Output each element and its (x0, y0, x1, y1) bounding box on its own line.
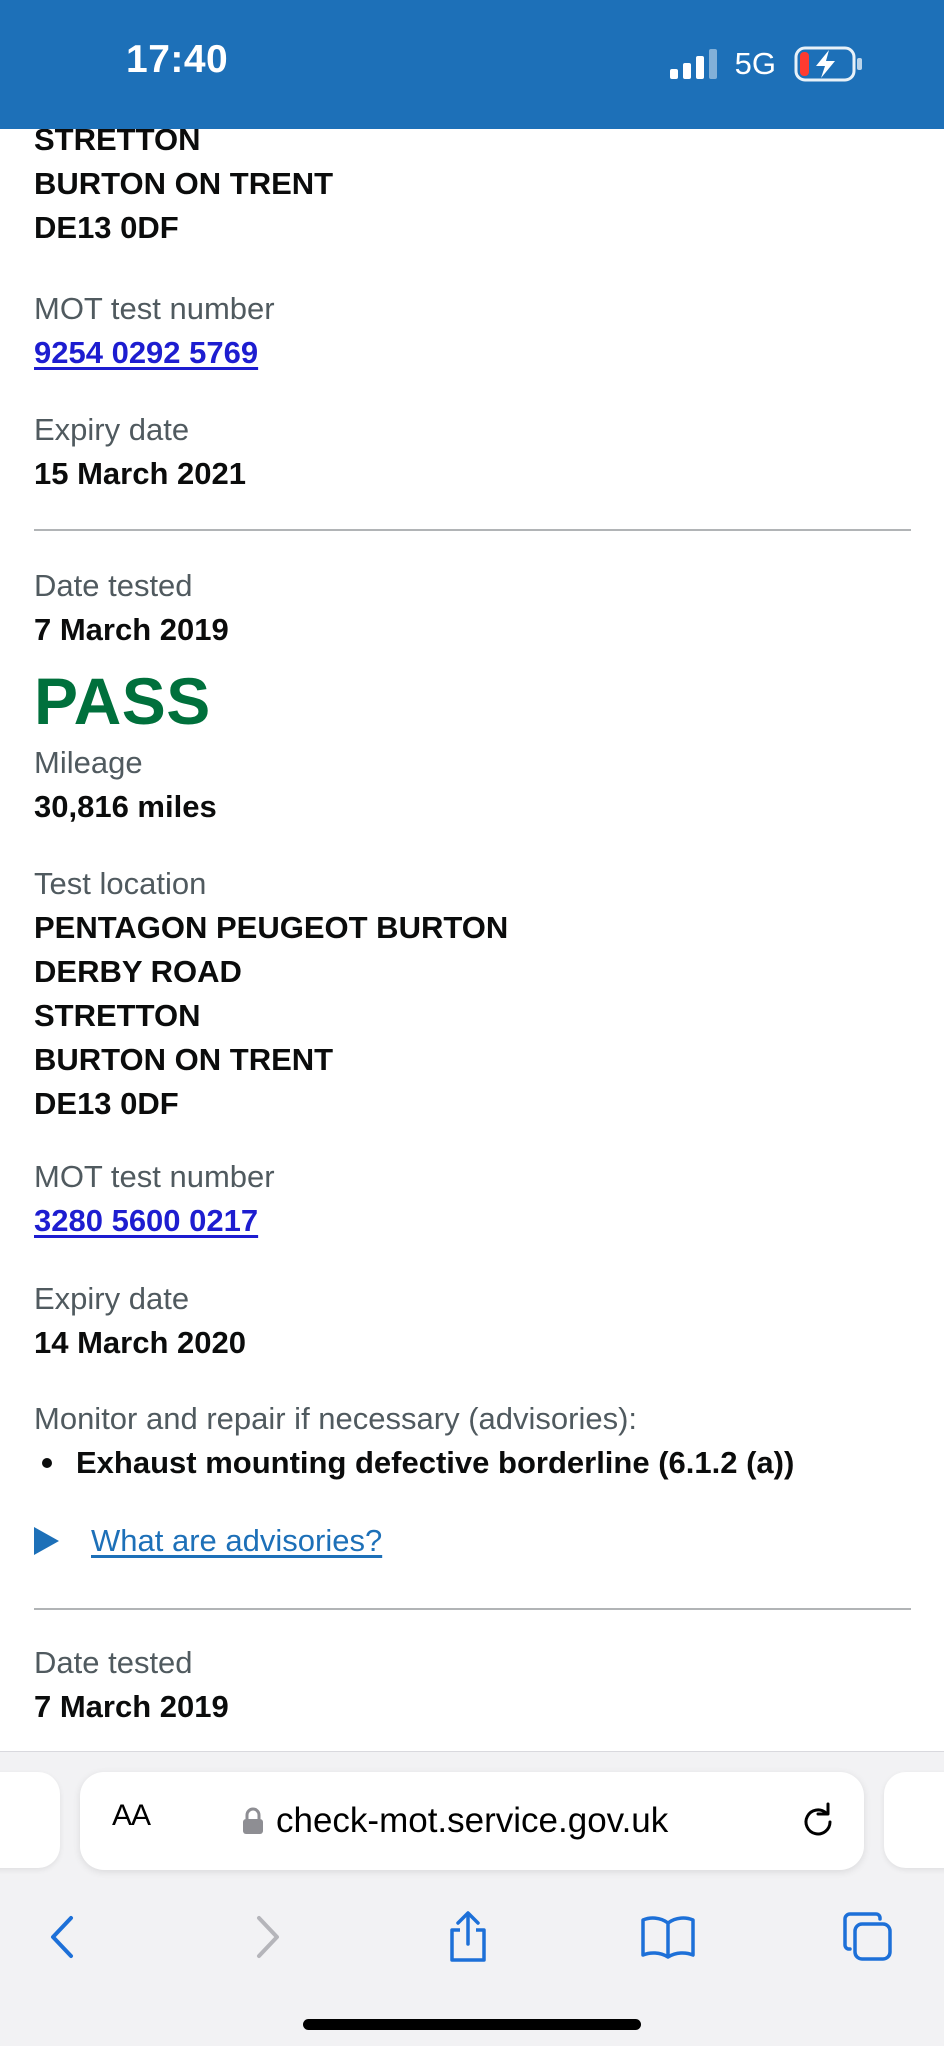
mot-test-number-label: MOT test number (34, 1159, 275, 1194)
test-location-address-partial (34, 129, 912, 250)
test-location-label: Test location (34, 866, 207, 901)
expiry-date-value: 15 March 2021 (34, 456, 246, 491)
expiry-date-section (34, 408, 912, 496)
details-summary[interactable] (34, 1519, 912, 1563)
record-divider (34, 529, 911, 531)
date-tested-section (34, 1641, 912, 1729)
address-line: STRETTON (34, 998, 201, 1033)
mot-test-number-section (34, 1155, 912, 1243)
advisories-label: Monitor and repair if necessary (advisories): (34, 1401, 638, 1436)
mileage-label: Mileage (34, 745, 143, 780)
previous-tab-preview[interactable] (0, 1772, 60, 1868)
expiry-date-label: Expiry date (34, 412, 190, 447)
address-line: DE13 0DF (34, 1086, 179, 1121)
forward-icon[interactable] (253, 1914, 283, 1960)
next-tab-preview[interactable] (884, 1772, 944, 1868)
battery-charging-icon (794, 46, 864, 82)
address-bar[interactable] (80, 1772, 864, 1870)
text-size-button[interactable] (112, 1799, 150, 1833)
url-text: check-mot.service.gov.uk (276, 1801, 669, 1840)
record-divider (34, 1608, 911, 1610)
lock-icon (242, 1807, 264, 1835)
address-line: BURTON ON TRENT (34, 1042, 334, 1077)
address-line: BURTON ON TRENT (34, 166, 334, 201)
back-icon[interactable] (47, 1914, 77, 1960)
triangle-right-icon[interactable] (34, 1527, 59, 1555)
url-display[interactable] (242, 1794, 668, 1848)
mot-test-number-link[interactable]: 9254 0292 5769 (34, 335, 259, 370)
back-button[interactable] (22, 1897, 102, 1977)
test-result-pass: PASS (34, 664, 211, 738)
tabs-icon[interactable] (842, 1911, 894, 1963)
address-line: DE13 0DF (34, 210, 179, 245)
mot-history-content (34, 129, 912, 1751)
mot-test-number-link[interactable]: 3280 5600 0217 (34, 1203, 259, 1238)
expiry-date-label: Expiry date (34, 1281, 190, 1316)
address-line: DERBY ROAD (34, 954, 242, 989)
browser-nav-row (0, 1897, 944, 1977)
status-bar (0, 0, 944, 129)
mileage-section (34, 741, 912, 829)
share-icon[interactable] (446, 1910, 490, 1964)
expiry-date-section (34, 1277, 912, 1365)
status-indicators (670, 46, 864, 82)
home-indicator[interactable] (303, 2019, 641, 2030)
date-tested-section (34, 564, 912, 652)
date-tested-value: 7 March 2019 (34, 1689, 229, 1724)
test-location-section (34, 862, 912, 1126)
mileage-value: 30,816 miles (34, 789, 217, 824)
address-line: STRETTON (34, 129, 201, 157)
network-type: 5G (734, 46, 776, 81)
status-time: 17:40 (126, 38, 229, 81)
mot-test-number-section (34, 287, 912, 375)
date-tested-value: 7 March 2019 (34, 612, 229, 647)
address-line: PENTAGON PEUGEOT BURTON (34, 910, 509, 945)
signal-icon (670, 49, 717, 79)
advisory-item (34, 1441, 912, 1485)
text-size-label: AA (112, 1799, 151, 1832)
tabs-button[interactable] (828, 1897, 908, 1977)
test-result (34, 664, 912, 738)
bookmarks-icon[interactable] (640, 1915, 696, 1959)
date-tested-label: Date tested (34, 568, 193, 603)
date-tested-label: Date tested (34, 1645, 193, 1680)
what-are-advisories-link[interactable]: What are advisories? (91, 1523, 383, 1558)
advisory-text: Exhaust mounting defective borderline (6.1.2 (a)) (76, 1445, 795, 1480)
browser-toolbar (0, 1751, 944, 2046)
bookmarks-button[interactable] (628, 1897, 708, 1977)
mot-test-number-label: MOT test number (34, 291, 275, 326)
advisories-section (34, 1397, 912, 1485)
share-button[interactable] (428, 1897, 508, 1977)
bullet-icon (42, 1458, 52, 1468)
advisories-details[interactable] (34, 1519, 912, 1563)
reload-icon[interactable] (798, 1800, 838, 1842)
expiry-date-value: 14 March 2020 (34, 1325, 246, 1360)
forward-button[interactable] (228, 1897, 308, 1977)
